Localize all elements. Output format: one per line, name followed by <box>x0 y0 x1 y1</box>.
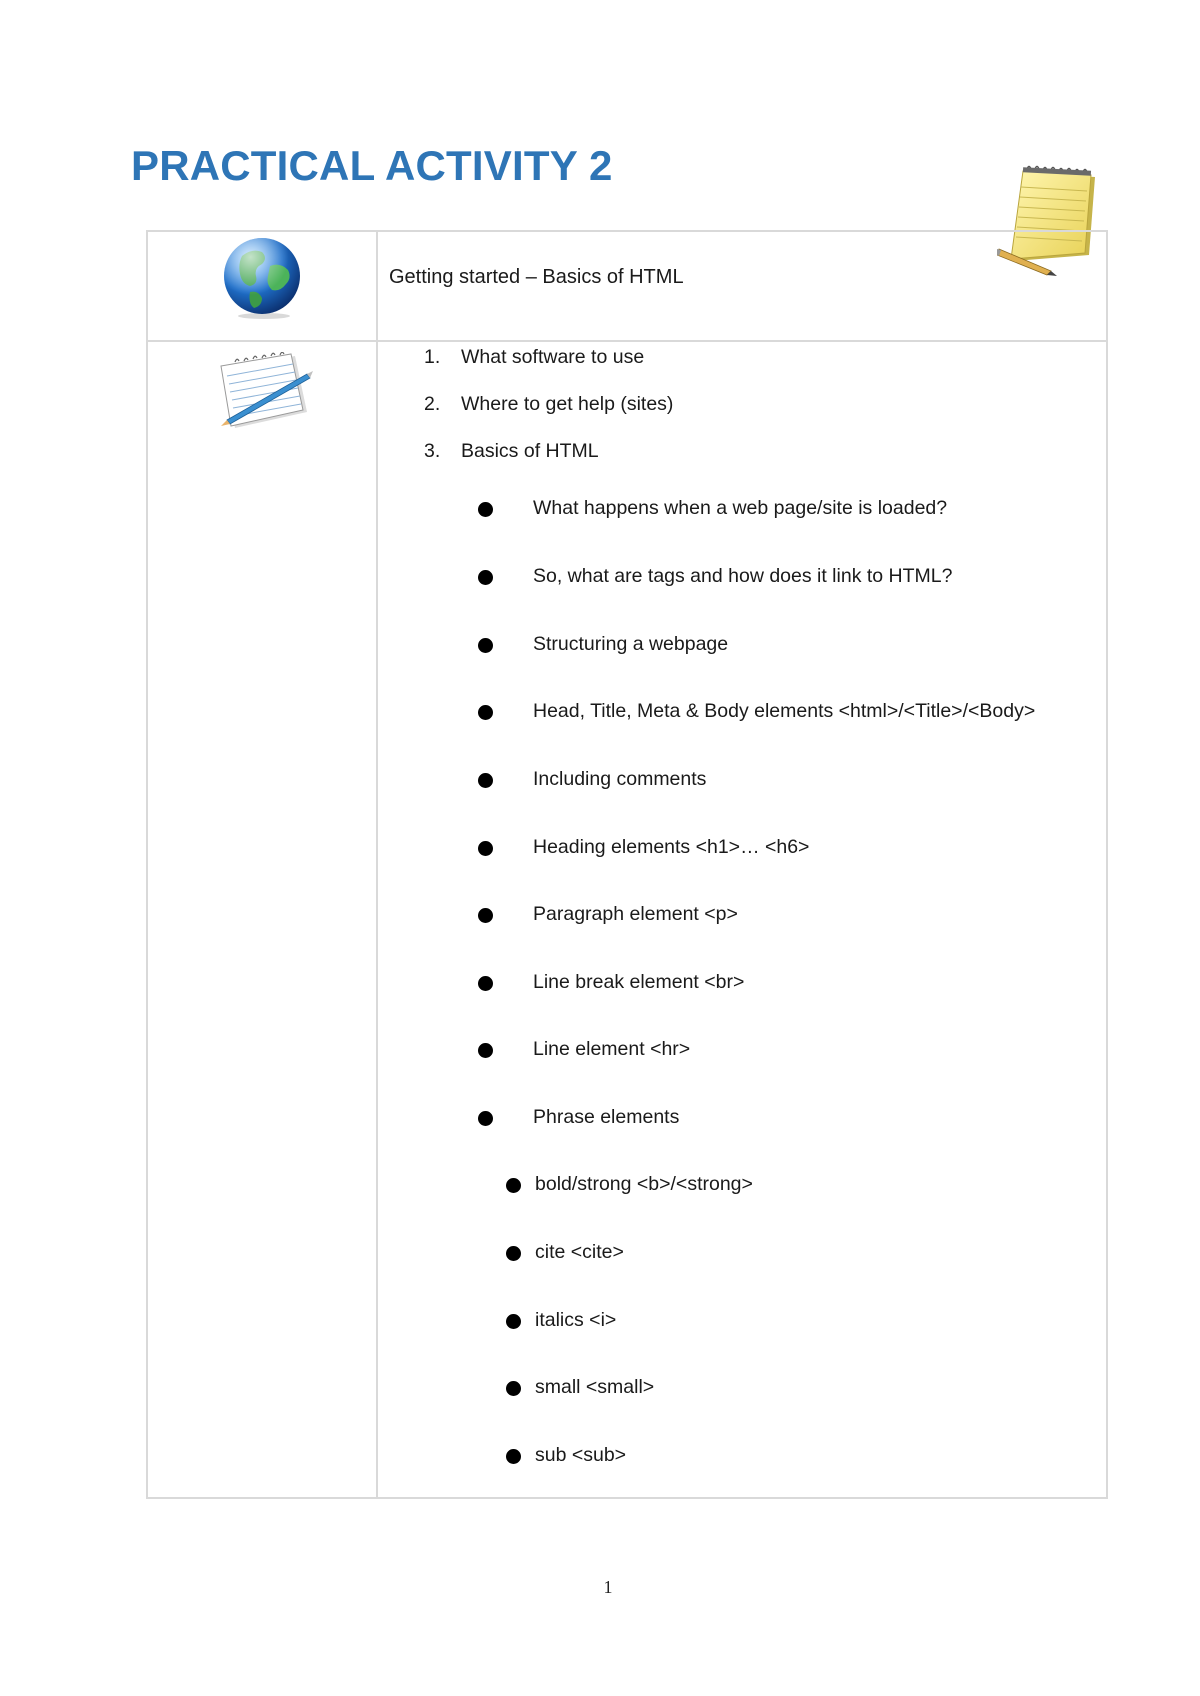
step-number: 2. <box>424 393 441 415</box>
topic-text: Including comments <box>533 768 707 790</box>
table-row <box>147 231 1107 341</box>
bullet-icon <box>478 908 493 923</box>
bullet-icon <box>478 705 493 720</box>
page-title: PRACTICAL ACTIVITY 2 <box>131 142 613 189</box>
bullet-icon <box>478 773 493 788</box>
bullet-icon <box>478 841 493 856</box>
icon-cell <box>147 341 377 1498</box>
intro-text: Getting started – Basics of HTML <box>389 266 684 288</box>
topic-text: Paragraph element <p> <box>533 903 738 925</box>
step-text: Basics of HTML <box>461 440 599 462</box>
intro-cell <box>377 231 1107 341</box>
bullet-icon <box>478 502 493 517</box>
topic-text: So, what are tags and how does it link to HTML? <box>533 565 953 587</box>
bullet-icon <box>478 638 493 653</box>
topic-text: Head, Title, Meta & Body elements <html>/<Title>/<Body> <box>533 700 1036 722</box>
topic-text: Heading elements <h1>… <h6> <box>533 836 810 858</box>
topic-text: Phrase elements <box>533 1106 680 1128</box>
bullet-icon <box>478 976 493 991</box>
bullet-icon <box>478 1111 493 1126</box>
bullet-icon <box>506 1246 521 1261</box>
phrase-element-text: sub <sub> <box>535 1444 627 1466</box>
phrase-element-text: small <small> <box>535 1376 655 1398</box>
topic-text: What happens when a web page/site is loaded? <box>533 497 948 519</box>
step-number: 1. <box>424 346 441 368</box>
activity-table <box>146 230 1108 1499</box>
bullet-icon <box>506 1178 521 1193</box>
bullet-icon <box>506 1314 521 1329</box>
phrase-element-text: italics <i> <box>535 1309 617 1331</box>
icon-cell <box>147 231 377 341</box>
step-text: Where to get help (sites) <box>461 393 674 415</box>
step-number: 3. <box>424 440 441 462</box>
bullet-icon <box>506 1449 521 1464</box>
topic-text: Line break element <br> <box>533 971 745 993</box>
topic-text: Line element <hr> <box>533 1038 691 1060</box>
phrase-element-text: cite <cite> <box>535 1241 624 1263</box>
phrase-element-text: bold/strong <b>/<strong> <box>535 1173 753 1195</box>
notepad-pencil-icon <box>211 352 315 434</box>
step-text: What software to use <box>461 346 645 368</box>
globe-icon <box>220 232 304 320</box>
content-cell <box>377 341 1107 1498</box>
topic-text: Structuring a webpage <box>533 633 729 655</box>
bullet-icon <box>478 570 493 585</box>
table-row <box>147 341 1107 1498</box>
bullet-icon <box>506 1381 521 1396</box>
page-number: 1 <box>603 1577 613 1597</box>
bullet-icon <box>478 1043 493 1058</box>
